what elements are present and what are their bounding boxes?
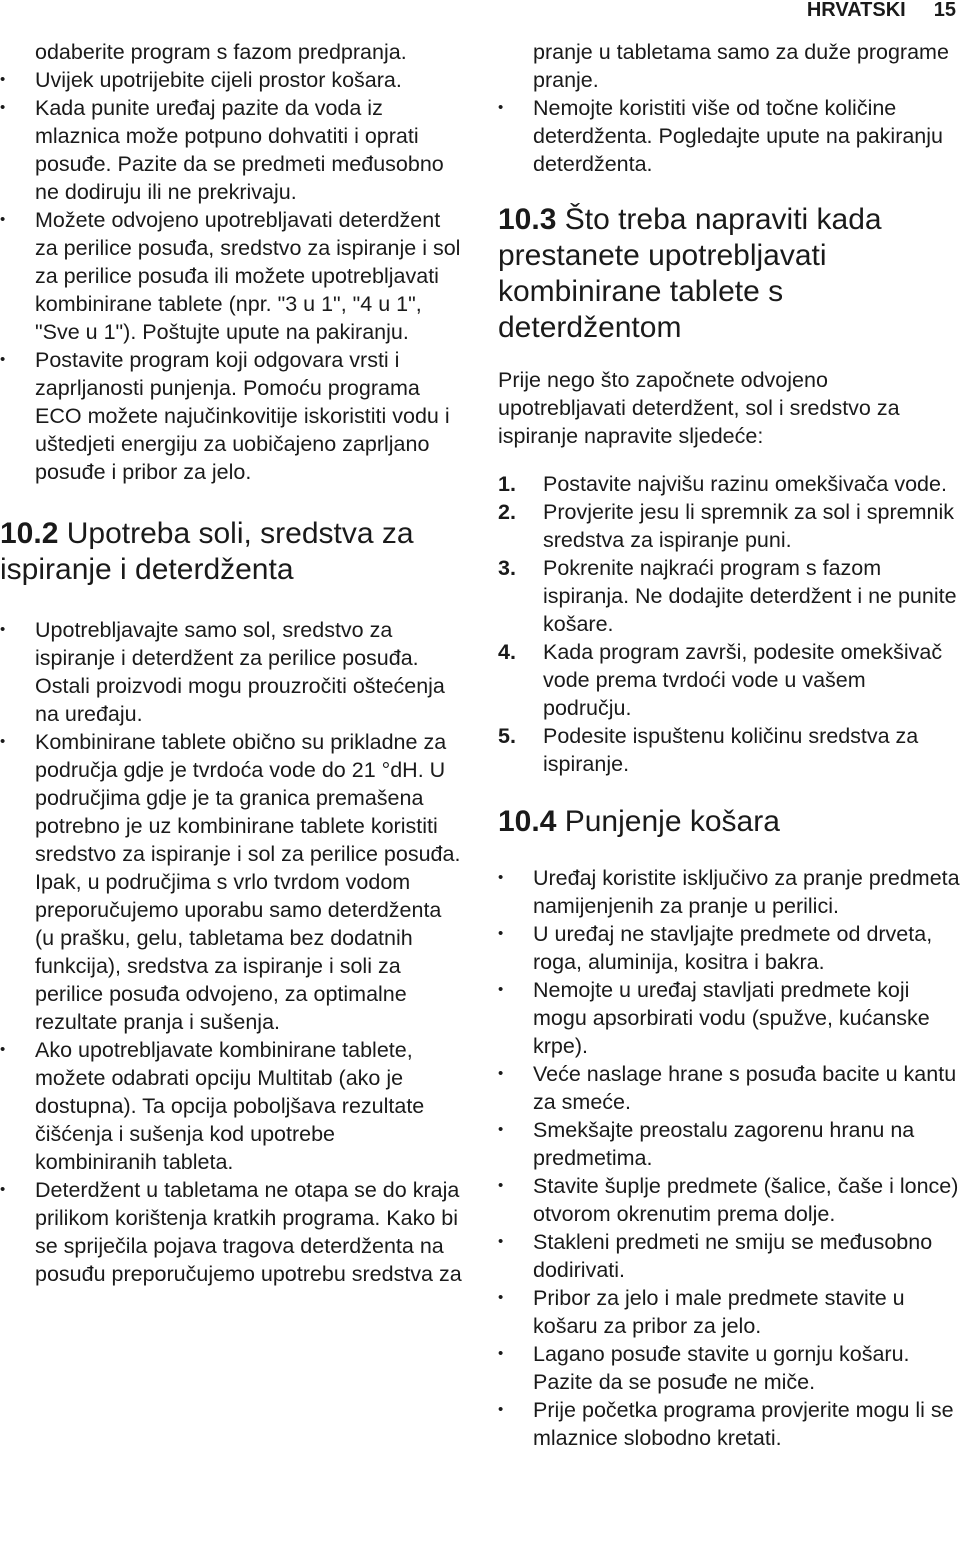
step-text: Postavite najvišu razinu omekšivača vode. (543, 472, 947, 496)
step-text: Podesite ispuštenu količinu sredstva za ispiranje. (543, 724, 919, 776)
list-item (498, 1116, 960, 1172)
list-item-text: Smekšajte preostalu zagorenu hranu na predmetima. (533, 1118, 915, 1170)
list-item-text: Prije početka programa provjerite mogu li se mlaznice slobodno kretati. (533, 1398, 954, 1450)
bullet-marker: • (498, 99, 504, 116)
step-number: 2. (498, 500, 516, 524)
page-number: 15 (933, 0, 956, 21)
left-column (0, 38, 462, 1288)
list-item-text: Pribor za jelo i male predmete stavite u košaru za pribor za jelo. (533, 1286, 905, 1338)
list-item (498, 1060, 960, 1116)
section-title: Upotreba soli, sredstva za ispiranje i deterdženta (0, 517, 414, 586)
section-title: Punjenje košara (564, 805, 780, 838)
section-heading-10-3 (498, 202, 960, 346)
list-item (0, 38, 462, 66)
list-item (0, 66, 462, 94)
bullet-marker: • (498, 1065, 504, 1082)
section-number: 10.4 (498, 805, 557, 838)
list-item (0, 1176, 462, 1288)
list-item-text: Lagano posuđe stavite u gornju košaru. Pazite da se posuđe ne miče. (533, 1342, 910, 1394)
step-text: Provjerite jesu li spremnik za sol i spremnik sredstva za ispiranje puni. (543, 500, 955, 552)
list-item (498, 1172, 960, 1228)
list-item (498, 1228, 960, 1284)
bullet-marker: • (498, 1289, 504, 1306)
bullet-marker: • (0, 621, 6, 638)
bullet-marker: • (498, 1345, 504, 1362)
bullet-marker: • (498, 1121, 504, 1138)
step-number: 5. (498, 724, 516, 748)
step-text: Pokrenite najkraći program s fazom ispiranja. Ne dodajite deterdžent i ne punite košare. (543, 556, 957, 636)
step-item (498, 638, 960, 722)
list-item-text: Deterdžent u tabletama ne otapa se do kraja prilikom korištenja kratkih programa. Kako bi se spriječila pojava tragova deterdženta na posuđu preporučujemo upotrebu sredstva za (35, 1178, 462, 1286)
step-number: 4. (498, 640, 516, 664)
bullet-marker: • (498, 1401, 504, 1418)
language-label: HRVATSKI (806, 0, 906, 21)
step-text: Kada program završi, podesite omekšivač vode prema tvrdoći vode u vašem području. (543, 640, 943, 720)
list-item-text: Možete odvojeno upotrebljavati deterdžent za perilice posuđa, sredstvo za ispiranje i sol za perilice posuđa ili možete upotrebljavati kombinirane tablete (npr. "3 u 1", "4 u 1", "Sve u 1"). Poštujte upute na pakiranju. (35, 208, 461, 344)
list-item-text: odaberite program s fazom predpranja. (35, 40, 407, 64)
list-item (498, 1284, 960, 1340)
list-item (498, 920, 960, 976)
section-10-4-bullet-list (498, 864, 960, 1452)
bullet-marker: • (0, 211, 6, 228)
list-item (0, 728, 462, 1036)
section-title: Što treba napraviti kada prestanete upotrebljavati kombinirane tablete s deterdžentom (498, 203, 882, 344)
step-number: 1. (498, 472, 516, 496)
bullet-marker: • (0, 99, 6, 116)
section-10-2-bullet-list (0, 616, 462, 1288)
section-10-3-steps (498, 470, 960, 778)
section-number: 10.2 (0, 517, 59, 550)
right-column (498, 38, 960, 1452)
bullet-marker: • (498, 981, 504, 998)
intro-bullet-list (0, 38, 462, 486)
list-item-text: Veće naslage hrane s posuđa bacite u kantu za smeće. (533, 1062, 957, 1114)
bullet-marker: • (0, 733, 6, 750)
section-number: 10.3 (498, 203, 557, 236)
bullet-marker: • (498, 1177, 504, 1194)
bullet-marker: • (0, 1041, 6, 1058)
step-item (498, 722, 960, 778)
list-item (0, 94, 462, 206)
list-item-text: Uvijek upotrijebite cijeli prostor košara. (35, 68, 402, 92)
bullet-marker: • (0, 351, 6, 368)
bullet-marker: • (0, 1181, 6, 1198)
step-item (498, 554, 960, 638)
bullet-marker: • (0, 71, 6, 88)
page-header (807, 0, 960, 22)
list-item (498, 94, 960, 178)
list-item (0, 346, 462, 486)
list-item (498, 1340, 960, 1396)
bullet-marker: • (498, 1233, 504, 1250)
list-item-text: Stavite šuplje predmete (šalice, čaše i lonce) otvorom okrenutim prema dolje. (533, 1174, 959, 1226)
list-item (498, 38, 960, 94)
step-item (498, 498, 960, 554)
list-item-text: Postavite program koji odgovara vrsti i zaprljanosti punjenja. Pomoću programa ECO možete najučinkovitije iskoristiti vodu i uštedjeti energiju za uobičajeno zaprljano posuđe i pribor za jelo. (35, 348, 450, 484)
bullet-marker: • (498, 869, 504, 886)
list-item-text: Nemojte u uređaj stavljati predmete koji mogu apsorbirati vodu (spužve, kućanske krpe). (533, 978, 930, 1058)
section-10-3-intro: Prije nego što započnete odvojeno upotrebljavati deterdžent, sol i sredstvo za ispiranje napravite sljedeće: (498, 368, 900, 448)
list-item (498, 1396, 960, 1452)
list-item (498, 864, 960, 920)
section-heading-10-2 (0, 516, 462, 588)
list-item (0, 1036, 462, 1176)
list-item-text: Kombinirane tablete obično su prikladne za područja gdje je tvrdoća vode do 21 °dH. U područjima gdje je ta granica premašena potrebno je uz kombinirane tablete koristiti sredstvo za ispiranje i sol za perilice posuđa. Ipak, u područjima s vrlo tvrdom vodom preporučujemo uporabu samo deterdženta (u prašku, gelu, tabletama bez dodatnih funkcija), sredstva za ispiranje i soli za perilice posuđa odvojeno, za optimalne rezultate pranja i sušenja. (35, 730, 461, 1034)
list-item-text: pranje u tabletama samo za duže programe pranje. (533, 40, 949, 92)
step-item (498, 470, 960, 498)
section-heading-10-4 (498, 804, 960, 840)
step-number: 3. (498, 556, 516, 580)
list-item-text: Nemojte koristiti više od točne količine deterdženta. Pogledajte upute na pakiranju deterdženta. (533, 96, 944, 176)
list-item-text: Upotrebljavajte samo sol, sredstvo za ispiranje i deterdžent za perilice posuđa. Ostali proizvodi mogu prouzročiti oštećenja na uređaju. (35, 618, 445, 726)
list-item (0, 616, 462, 728)
list-item-text: Kada punite uređaj pazite da voda iz mlaznica može potpuno dohvatiti i oprati posuđe. Pazite da se predmeti međusobno ne dodiruju ili ne prekrivaju. (35, 96, 444, 204)
list-item (498, 976, 960, 1060)
list-item (0, 206, 462, 346)
continued-bullet-list (498, 38, 960, 178)
list-item-text: U uređaj ne stavljajte predmete od drveta, roga, aluminija, kositra i bakra. (533, 922, 933, 974)
list-item-text: Uređaj koristite isključivo za pranje predmeta namijenjenih za pranje u perilici. (533, 866, 960, 918)
list-item-text: Ako upotrebljavate kombinirane tablete, možete odabrati opciju Multitab (ako je dostupna). Ta opcija poboljšava rezultate čišćenja i sušenja kod upotrebe kombiniranih tableta. (35, 1038, 425, 1174)
list-item-text: Stakleni predmeti ne smiju se međusobno dodirivati. (533, 1230, 933, 1282)
bullet-marker: • (498, 925, 504, 942)
